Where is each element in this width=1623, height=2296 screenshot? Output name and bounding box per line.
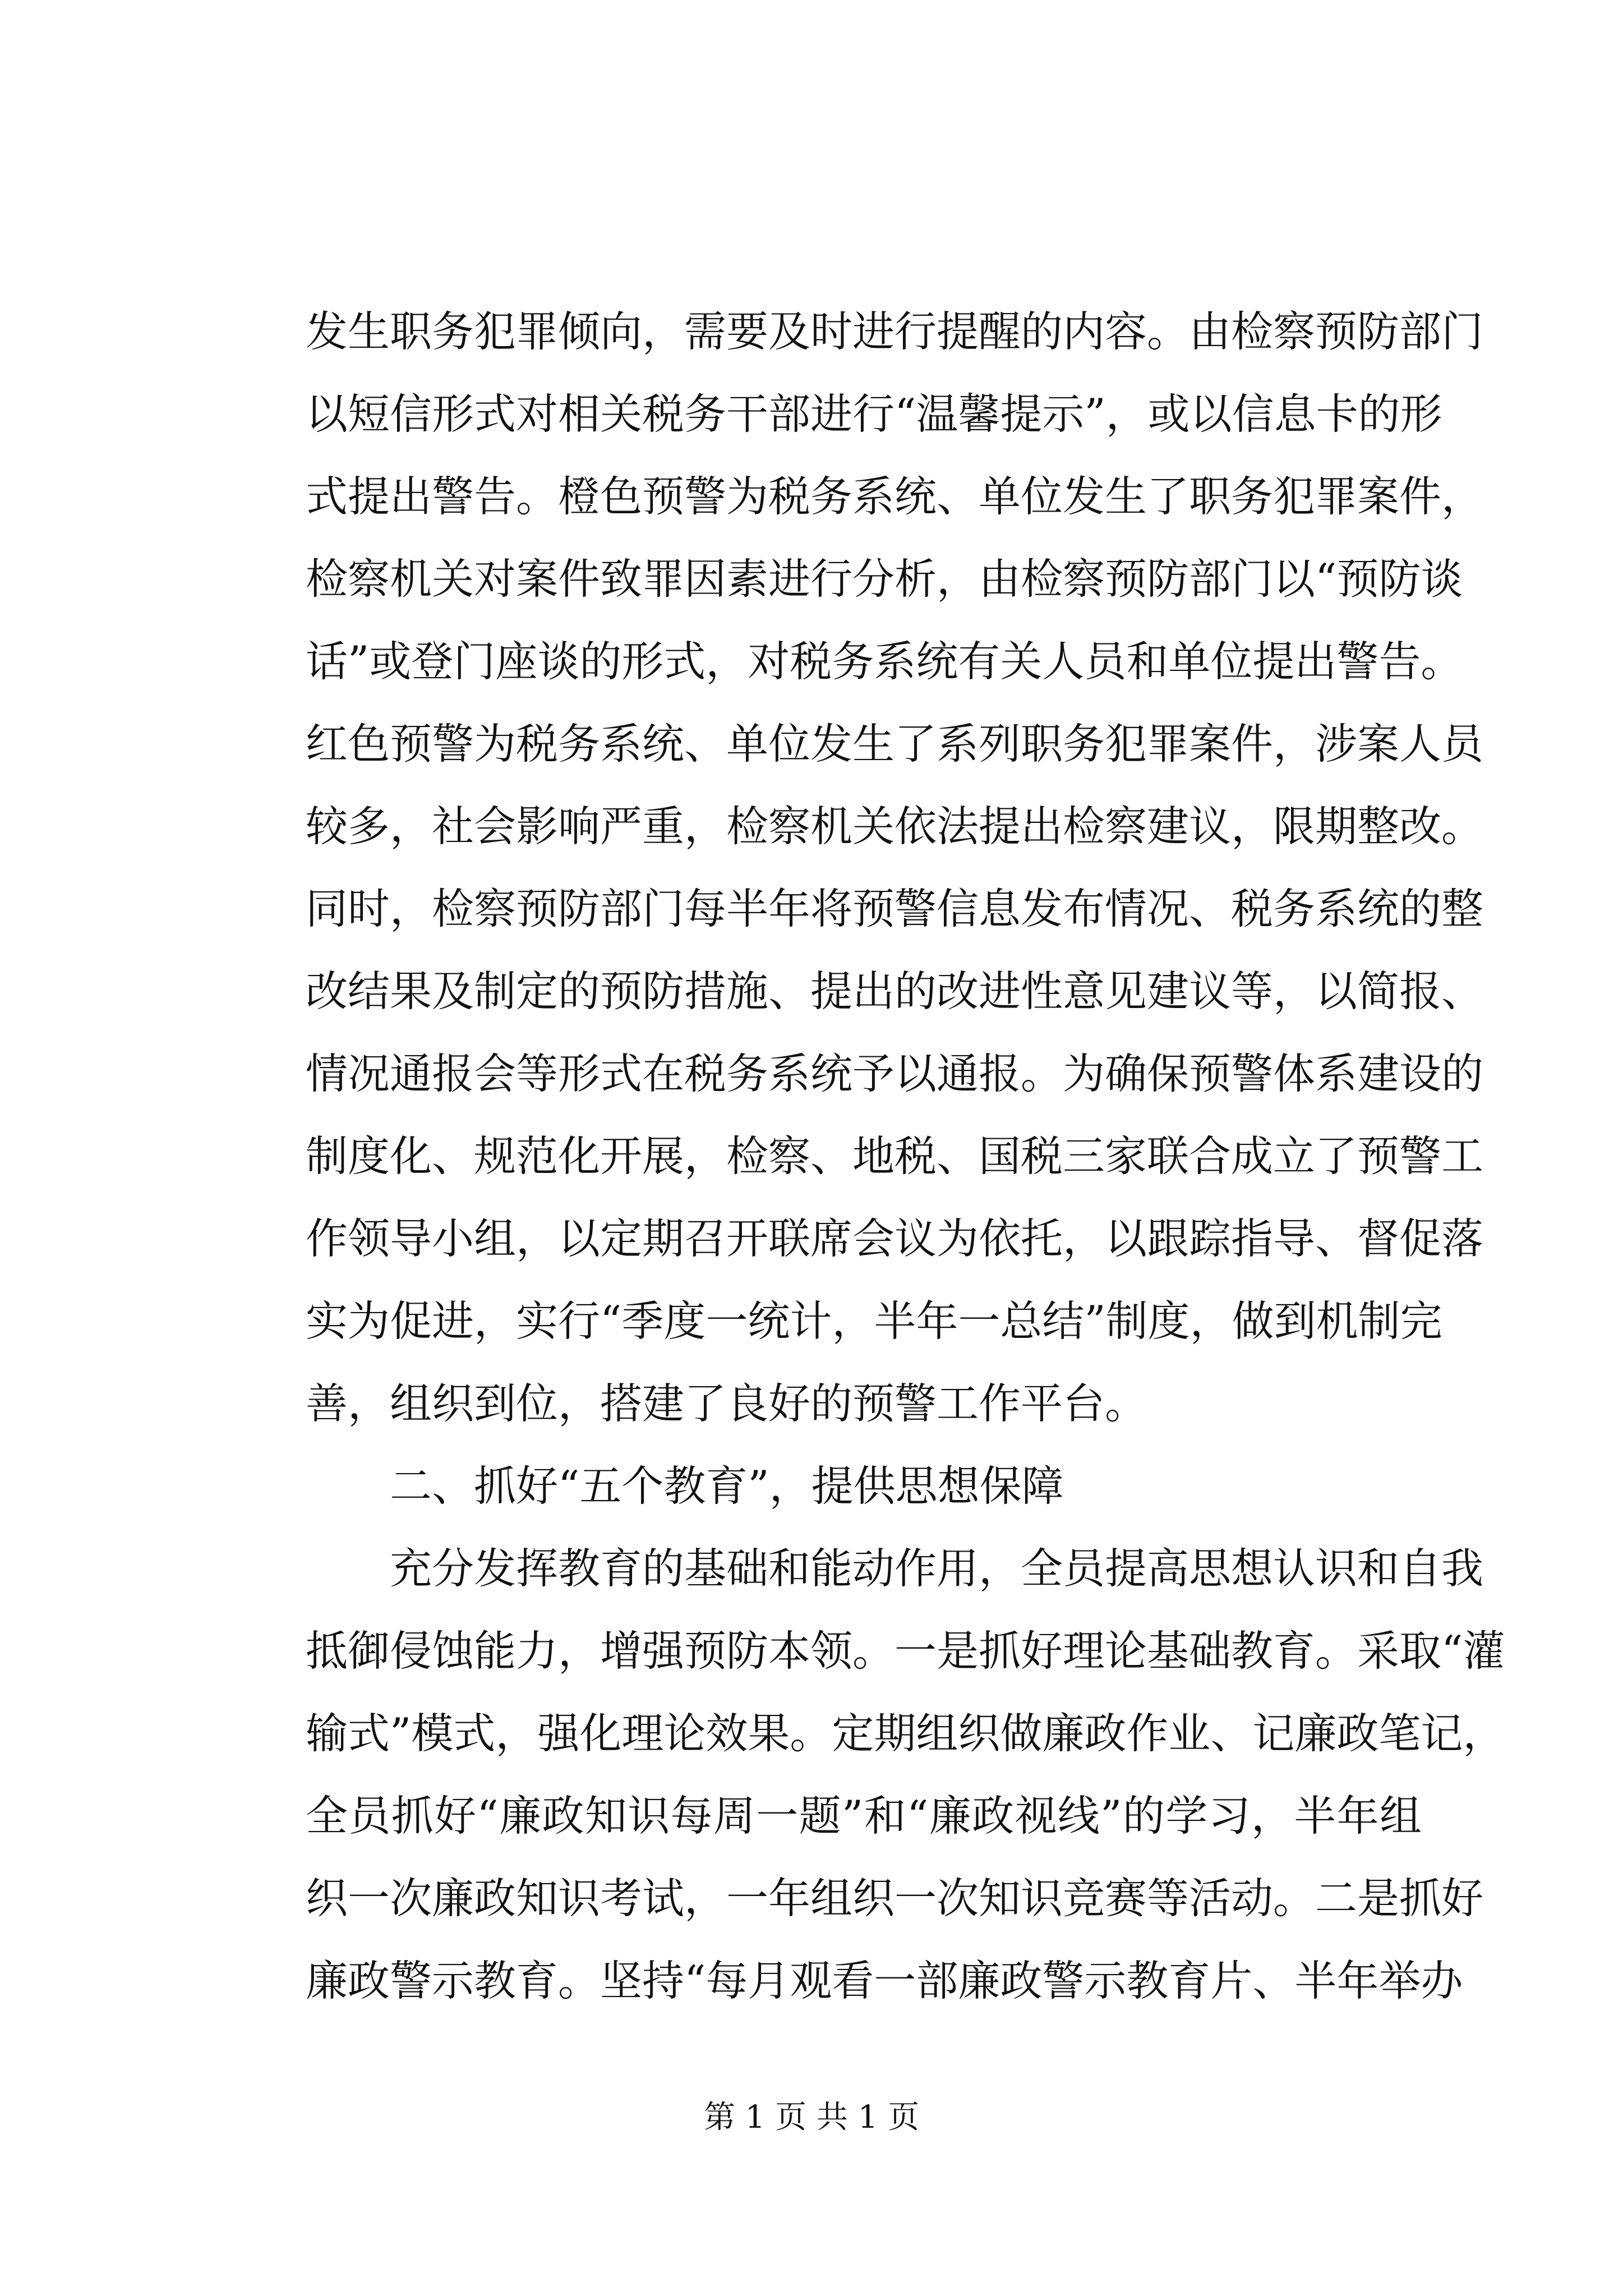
page-number-label: 第 1 页 共 1 页 [703, 2099, 920, 2136]
text-line: 改结果及制定的预防措施、提出的改进性意见建议等，以简报、 [306, 967, 1484, 1016]
text-line: 较多，社会影响严重，检察机关依法提出检察建议，限期整改。 [306, 802, 1484, 851]
text-line: 廉政警示教育。坚持“每月观看一部廉政警示教育片、半年举办 [306, 1956, 1463, 2005]
text-line: 以短信形式对相关税务干部进行“温馨提示”，或以信息卡的形 [306, 389, 1442, 439]
text-line: 同时，检察预防部门每半年将预警信息发布情况、税务系统的整 [306, 884, 1484, 933]
text-line: 制度化、规范化开展，检察、地税、国税三家联合成立了预警工 [306, 1131, 1484, 1181]
text-line: 实为促进，实行“季度一统计，半年一总结”制度，做到机制完 [306, 1296, 1442, 1346]
text-line: 作领导小组，以定期召开联席会议为依托，以跟踪指导、督促落 [306, 1214, 1484, 1263]
text-line: 发生职务犯罪倾向，需要及时进行提醒的内容。由检察预防部门 [306, 307, 1484, 356]
text-line: 红色预警为税务系统、单位发生了系列职务犯罪案件，涉案人员 [306, 719, 1484, 769]
text-line: 输式”模式，强化理论效果。定期组织做廉政作业、记廉政笔记， [306, 1709, 1505, 1758]
text-line: 全员抓好“廉政知识每周一题”和“廉政视线”的学习，半年组 [306, 1791, 1422, 1841]
text-line: 检察机关对案件致罪因素进行分析，由检察预防部门以“预防谈 [306, 554, 1463, 604]
text-line: 织一次廉政知识考试，一年组织一次知识竞赛等活动。二是抓好 [306, 1874, 1484, 1923]
text-line: 情况通报会等形式在税务系统予以通报。为确保预警体系建设的 [306, 1049, 1484, 1098]
section-heading: 二、抓好“五个教育”，提供思想保障 [306, 1461, 1064, 1511]
text-line: 抵御侵蚀能力，增强预防本领。一是抓好理论基础教育。采取“灌 [306, 1626, 1505, 1676]
text-line: 充分发挥教育的基础和能动作用，全员提高思想认识和自我 [306, 1544, 1484, 1593]
text-line: 话”或登门座谈的形式，对税务系统有关人员和单位提出警告。 [306, 637, 1463, 686]
page-footer [0, 2098, 1623, 2137]
text-line: 式提出警告。橙色预警为税务系统、单位发生了职务犯罪案件， [306, 472, 1484, 521]
text-line: 善，组织到位，搭建了良好的预警工作平台。 [306, 1379, 1147, 1428]
body-text [306, 291, 1505, 2022]
